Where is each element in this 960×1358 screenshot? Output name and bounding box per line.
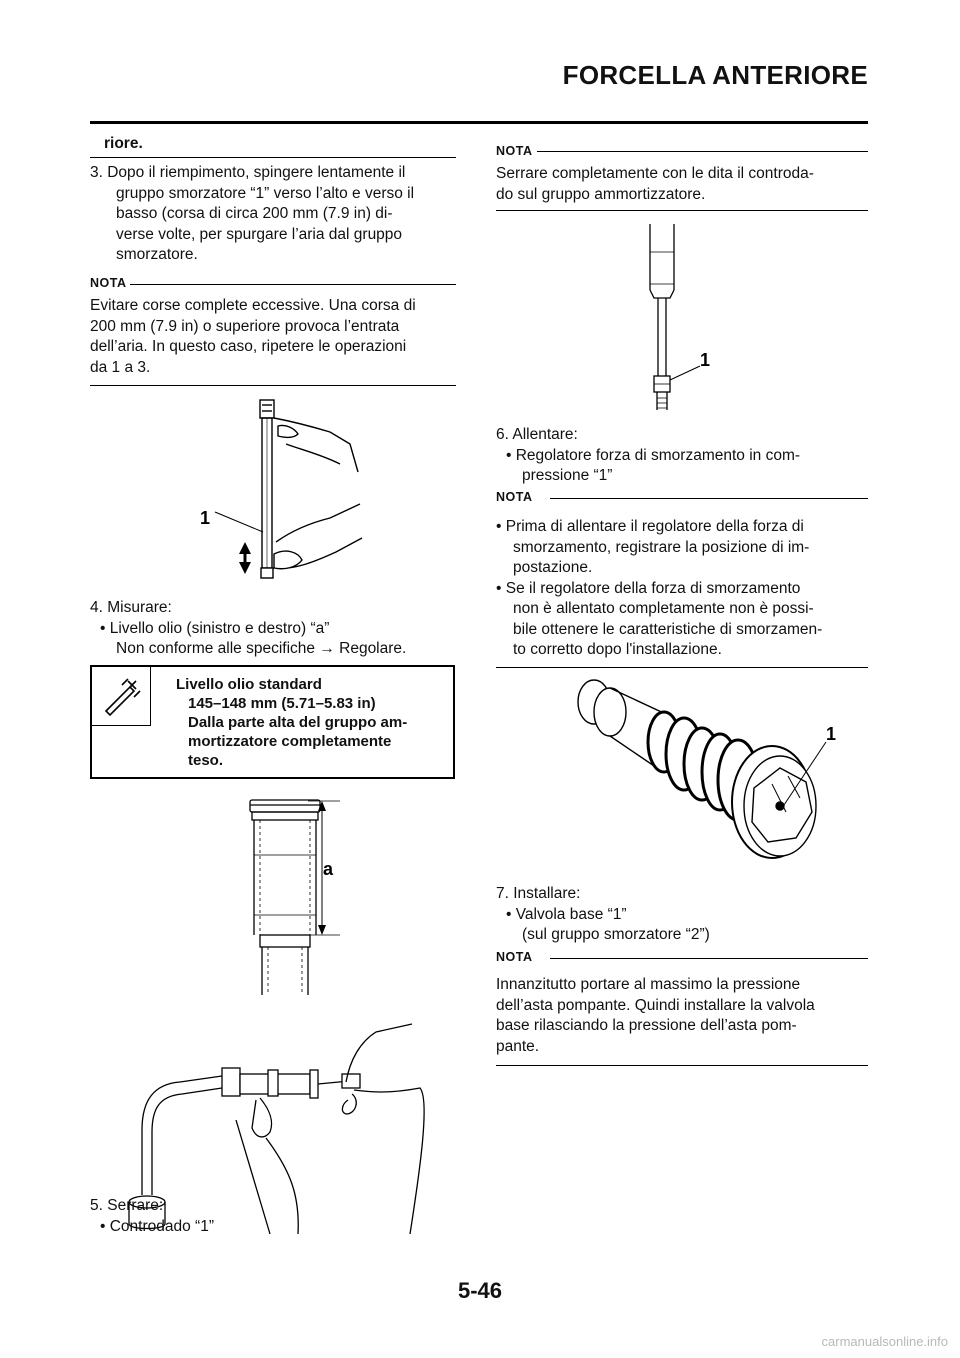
step-4: 4. Misurare: • Livello olio (sinistro e destro) “a” Non conforme alle specifiche → Regolare. — [90, 599, 407, 657]
step-3: 3. Dopo il riempimento, spingere lentamente il gruppo smorzatore “1” verso l’alto e verso il basso (corsa di circa 200 mm (7.9 in) di- verse volte, per spurgare l’aria dal gruppo smorzatore. — [90, 164, 415, 263]
spec-box — [90, 665, 455, 779]
nota-end-rule — [496, 667, 868, 668]
divider — [90, 157, 456, 158]
nota-3-text: • Prima di allentare il regolatore della forza di smorzamento, registrare la posizione di im- postazione. • Se il regolatore della forza di smorzamento non è allentato completamente non è possi- bile ottenere le caratteristiche di smorzamen- to corretto dopo l'installazione. — [496, 518, 823, 658]
nota-end-rule — [496, 1065, 868, 1066]
figure-damper-bleed — [190, 392, 370, 592]
header-rule — [90, 121, 868, 124]
figure-damper-locknut — [620, 218, 740, 418]
nota-end-rule — [90, 385, 456, 386]
nota-1-text: Evitare corse complete eccessive. Una corsa di 200 mm (7.9 in) o superiore provoca l’entrata dell’aria. In questo caso, ripetere le operazioni da 1 a 3. — [90, 297, 416, 376]
figure-label: 1 — [200, 508, 211, 528]
nota-label: NOTA — [90, 276, 127, 290]
nota-label: NOTA — [496, 950, 533, 964]
step-5: 5. Serrare: • Controdado “1” — [90, 1197, 214, 1235]
nota-label: NOTA — [496, 490, 533, 504]
caliper-icon — [92, 667, 151, 726]
spec-text: Livello olio standard 145–148 mm (5.71–5.83 in) Dalla parte alta del gruppo am- mortizzatore completamente teso. — [176, 676, 408, 769]
nota-rule — [537, 151, 868, 152]
nota-rule — [130, 284, 456, 285]
nota-4-text: Innanzitutto portare al massimo la pressione dell’asta pompante. Quindi installare la valvola base rilasciando la pressione dell’asta pom- pante. — [496, 976, 815, 1055]
nota-label: NOTA — [496, 144, 533, 158]
figure-base-valve — [560, 672, 850, 862]
continuation-text: riore. — [104, 135, 143, 152]
nota-end-rule — [496, 210, 868, 211]
nota-2-text: Serrare completamente con le dita il controda- do sul gruppo ammortizzatore. — [496, 165, 814, 203]
nota-rule — [550, 498, 868, 499]
page-title: FORCELLA ANTERIORE — [562, 60, 868, 90]
figure-label: 1 — [826, 724, 837, 744]
page-number: 5-46 — [457, 1278, 503, 1303]
figure-label: 1 — [700, 350, 711, 370]
figure-oil-level — [230, 795, 370, 1000]
watermark: carmanualsonline.info — [821, 1334, 948, 1349]
step-6: 6. Allentare: • Regolatore forza di smorzamento in com- pressione “1” — [496, 426, 801, 484]
figure-label: a — [323, 859, 334, 879]
nota-rule — [550, 958, 868, 959]
step-7: 7. Installare: • Valvola base “1” (sul gruppo smorzatore “2”) — [496, 885, 710, 943]
